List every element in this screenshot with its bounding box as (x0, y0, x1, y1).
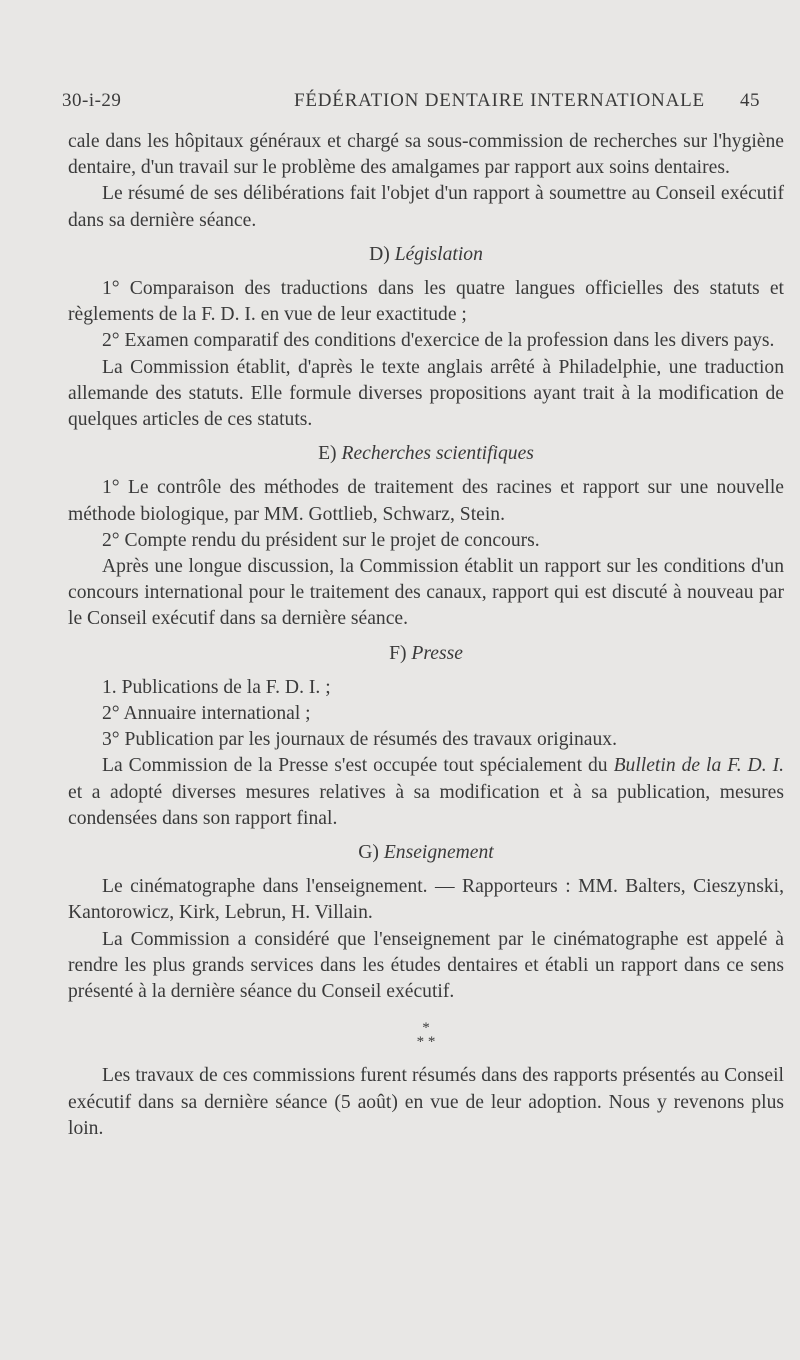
section-letter: G) (358, 842, 379, 864)
paragraph: 2° Examen comparatif des conditions d'exercice de la profession dans les divers pays. (102, 330, 775, 352)
paragraph-text: et a adopté diverses mesures relatives à sa modification et à sa publication, mesures condensées dans son rapport final. (68, 781, 784, 829)
paragraph: Le résumé de ses délibérations fait l'objet d'un rapport à soumettre au Conseil exécutif dans sa dernière séance. (68, 183, 784, 231)
paragraph: 1° Comparaison des traductions dans les quatre langues officielles des statuts et règlements de la F. D. I. en vue de leur exactitude ; (68, 278, 784, 326)
list-item: 2° Annuaire international ; (102, 703, 311, 725)
section-heading-g (68, 840, 784, 866)
bulletin-title: Bulletin de la F. D. I. (613, 755, 784, 777)
list-item: 1. Publications de la F. D. I. ; (102, 676, 331, 698)
header-title: FÉDÉRATION DENTAIRE INTERNATIONALE (294, 90, 705, 111)
section-title: Législation (394, 243, 483, 265)
asterism-bottom: * * (416, 1034, 436, 1051)
paragraph (68, 753, 784, 832)
paragraph-text: La Commission de la Presse s'est occupée tout spécialement du (102, 755, 614, 777)
page-number: 45 (740, 90, 760, 111)
section-title: Recherches scientifiques (341, 443, 534, 465)
section-letter: D) (369, 243, 390, 265)
paragraph: Le cinématographe dans l'enseignement. — Rapporteurs : MM. Balters, Cieszynski, Kantorowicz, Kirk, Lebrun, H. Villain. (68, 876, 784, 924)
paragraph: La Commission a considéré que l'enseignement par le cinématographe est appelé à rendre les plus grands services dans les études dentaires et établi un rapport dans ce sens présenté à la dernière séance du Conseil exécutif. (68, 928, 784, 1003)
paragraph: La Commission établit, d'après le texte anglais arrêté à Philadelphie, une traduction allemande des statuts. Elle formule diverses propositions ayant trait à la modification de quelques articles de ces statuts. (68, 356, 784, 431)
running-header (62, 90, 760, 114)
asterism-top: * (422, 1020, 430, 1037)
asterism (68, 1021, 784, 1049)
body-text (68, 129, 784, 1142)
section-heading-e (68, 441, 784, 467)
paragraph: 2° Compte rendu du président sur le projet de concours. (102, 529, 540, 551)
section-letter: E) (318, 443, 337, 465)
paragraph: 1° Le contrôle des méthodes de traitement des racines et rapport sur une nouvelle méthode biologique, par MM. Gottlieb, Schwarz, Stein. (68, 477, 784, 525)
section-heading-d (68, 242, 784, 268)
paragraph: cale dans les hôpitaux généraux et chargé sa sous-commission de recherches sur l'hygiène dentaire, d'un travail sur le problème des amalgames par rapport aux soins dentaires. (68, 131, 784, 179)
paragraph: Après une longue discussion, la Commission établit un rapport sur les conditions d'un concours international pour le traitement des canaux, rapport qui est discuté à nouveau par le Conseil exécutif dans sa dernière séance. (68, 556, 784, 630)
header-date: 30-i-29 (62, 90, 122, 111)
section-heading-f (68, 641, 784, 667)
section-title: Enseignement (383, 842, 494, 864)
closing-paragraph: Les travaux de ces commissions furent résumés dans des rapports présentés au Conseil exécutif dans sa dernière séance (5 août) en vue de leur adoption. Nous y revenons plus loin. (68, 1065, 784, 1139)
section-letter: F) (389, 642, 407, 664)
list-item: 3° Publication par les journaux de résumés des travaux originaux. (102, 729, 617, 751)
section-title: Presse (411, 642, 463, 664)
